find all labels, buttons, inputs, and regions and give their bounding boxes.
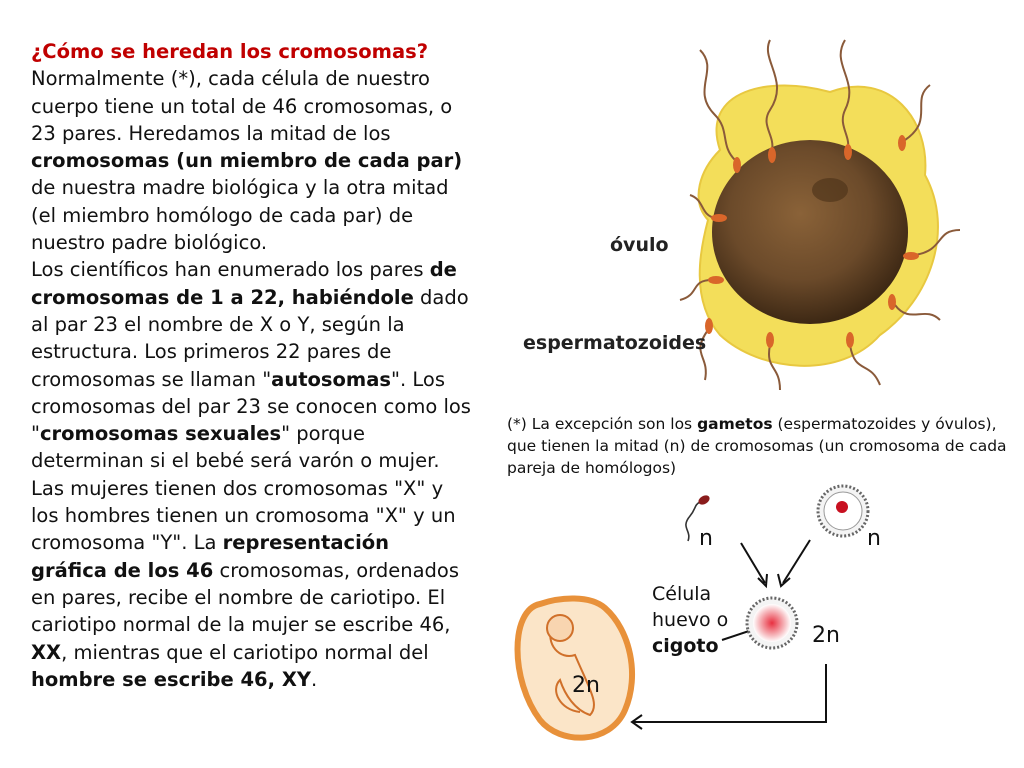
p1-end: de nuestra madre biológica y la otra mitad (el miembro homólogo de cada par) de nuestro padre biológico. [31,176,449,255]
p1-text: Normalmente (*), cada célula de nuestro cuerpo tiene un total de 46 cromosomas, o 23 pares. Heredamos la mitad de los [31,67,453,145]
autosomas-term: autosomas [271,367,392,391]
p2-mid2: ". Los cromosomas del par 23 se conocen como los " [31,367,471,446]
zygote-label-line1: Célula [652,583,712,605]
fetus-ploidy: 2n [572,673,600,698]
egg-ploidy: n [867,526,881,551]
p1-bold: cromosomas (un miembro de cada par) [31,149,463,173]
section-title: ¿Cómo se heredan los cromosomas? [31,40,429,63]
p2-mid3: " porque determinan si el bebé será varón o mujer. Las mujeres tienen dos cromosomas "X" y los hombres tienen un cromosoma "X" y un cromosoma "Y". La [31,422,456,555]
p2-end: . [310,667,318,691]
xx-term: XX [31,640,62,664]
p2-mid: dado al par 23 el nombre de X o Y, según la estructura. Los primeros 22 pares de cromosomas se llaman " [31,285,469,391]
p2-mid5: , mientras que el cariotipo normal del [61,640,429,664]
gametos-term: gametos [697,415,773,433]
note-a: (*) La excepción son los [507,415,698,433]
sperm-ploidy: n [699,526,713,551]
sexuales-term: cromosomas sexuales [39,422,282,446]
zygote-label-line3: cigoto [652,635,719,657]
p2-bold: de cromosomas de 1 a 22, habiéndole [31,258,457,309]
xy-term: XY [281,667,311,691]
zygote-ploidy: 2n [812,623,840,648]
p2-text: Los científicos han enumerado los pares [31,258,430,282]
label-espermatozoides: espermatozoides [523,332,707,354]
representacion-term: representación gráfica de los 46 [31,531,390,582]
zygote [747,598,797,648]
note-b: (espermatozoides y óvulos), que tienen la mitad (n) de cromosomas (un cromosoma de cada pareja de homólogos) [507,415,1007,477]
label-ovulo: óvulo [610,234,669,256]
zygote-label-line2: huevo o [652,609,729,631]
egg-gamete [818,486,868,536]
hombre-term: hombre se escribe 46, [31,667,282,691]
p2-mid4: cromosomas, ordenados en pares, recibe el nombre de cariotipo. El cariotipo normal de la mujer se escribe 46, [31,558,459,637]
zygote-label [652,581,728,659]
fetus [518,598,633,737]
